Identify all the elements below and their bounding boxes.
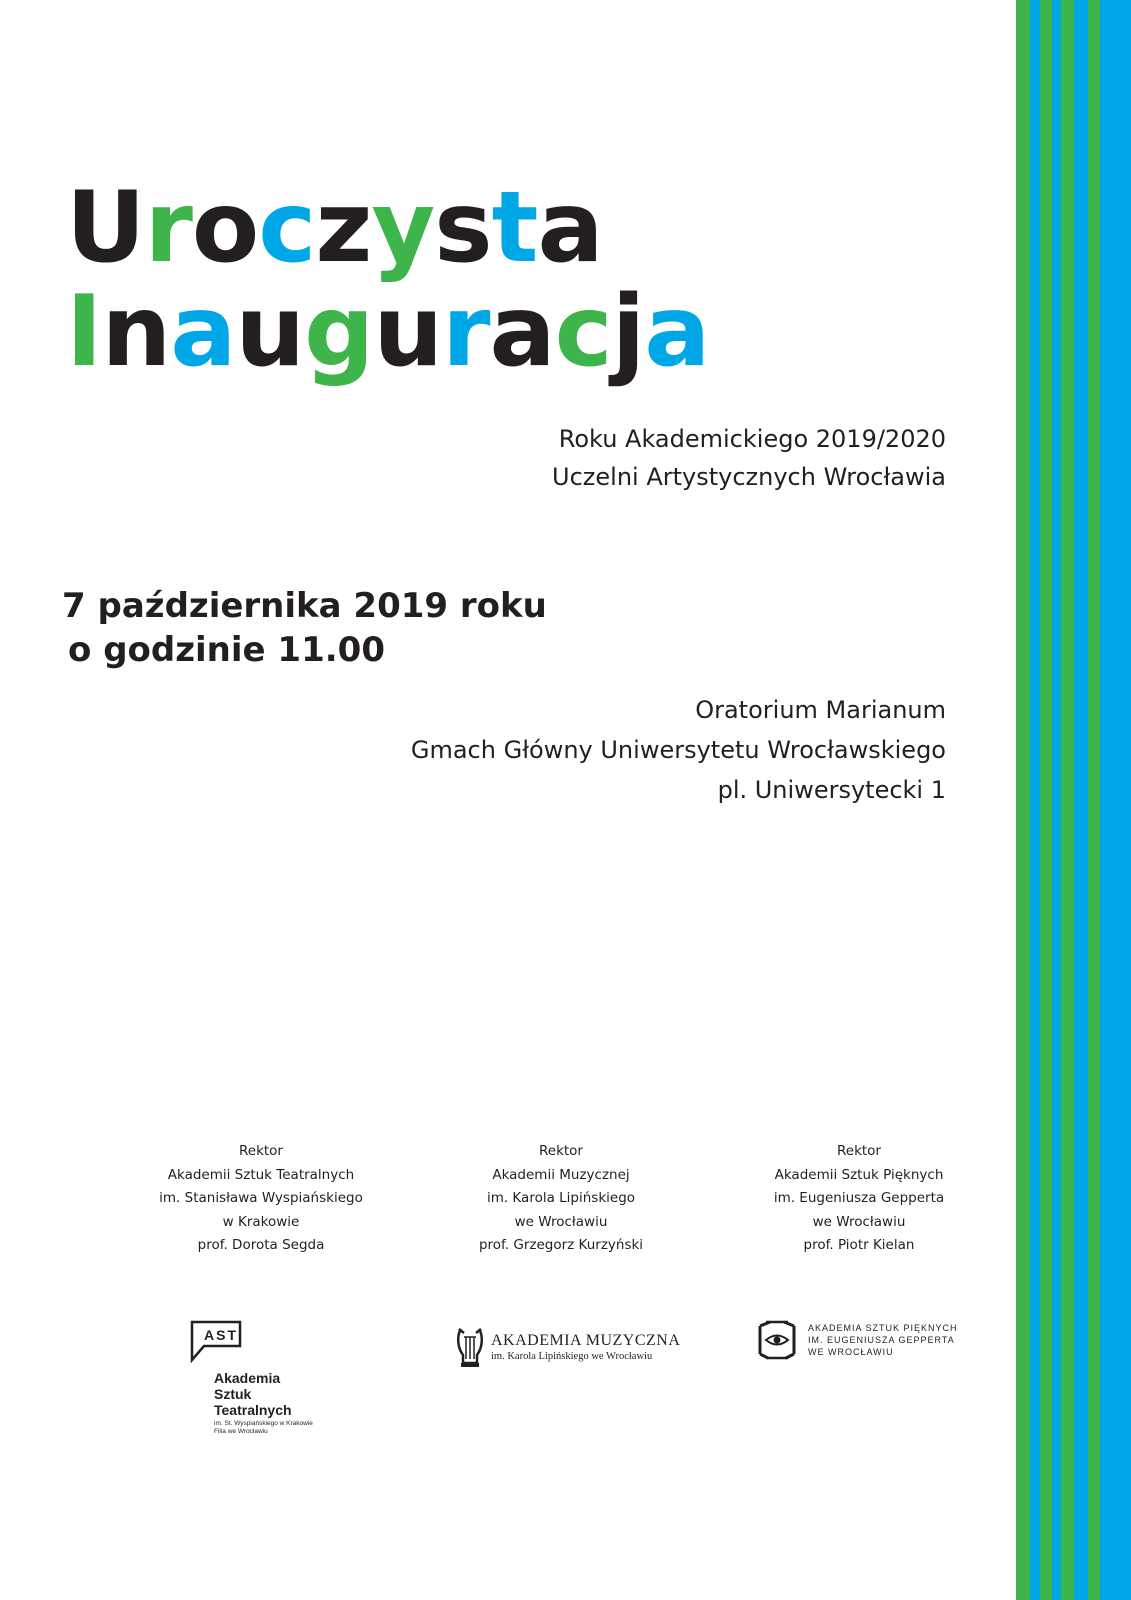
title-letter: c bbox=[258, 171, 316, 285]
asp-text-line: IM. EUGENIUSZA GEPPERTA bbox=[808, 1335, 955, 1345]
title-letter: n bbox=[101, 275, 171, 389]
am-name: AKADEMIA MUZYCZNA bbox=[491, 1331, 681, 1349]
stripe bbox=[1074, 0, 1088, 1600]
page-title bbox=[66, 171, 710, 389]
ast-name-line: Sztuk bbox=[214, 1386, 252, 1402]
ast-name-line: Teatralnych bbox=[214, 1402, 292, 1418]
asp-text-line: AKADEMIA SZTUK PIĘKNYCH bbox=[808, 1323, 958, 1333]
ast-subtitle bbox=[214, 1420, 350, 1436]
title-letter: r bbox=[144, 171, 192, 285]
event-date: 7 października 2019 roku bbox=[62, 586, 547, 626]
venue-building: Gmach Główny Uniwersytetu Wrocławskiego bbox=[410, 736, 946, 764]
rector-city: w Krakowie bbox=[222, 1213, 300, 1230]
title-letter: z bbox=[315, 171, 372, 285]
lyre-icon bbox=[455, 1325, 485, 1369]
title-line-2 bbox=[66, 275, 710, 389]
stripe bbox=[1030, 0, 1040, 1600]
rector-institution: Akademii Sztuk Teatralnych bbox=[167, 1166, 355, 1183]
ast-logo bbox=[190, 1320, 350, 1436]
event-time: o godzinie 11.00 bbox=[68, 630, 385, 670]
title-letter: u bbox=[235, 275, 305, 389]
ast-mark-icon bbox=[190, 1320, 250, 1364]
title-letter: s bbox=[434, 171, 492, 285]
title-letter: o bbox=[191, 171, 259, 285]
title-line-1 bbox=[66, 171, 709, 285]
rector-role: Rektor bbox=[836, 1143, 881, 1159]
stripe bbox=[1100, 0, 1131, 1600]
rector-person: prof. Grzegorz Kurzyński bbox=[478, 1237, 644, 1253]
rector-city: we Wrocławiu bbox=[514, 1213, 608, 1230]
title-letter: a bbox=[644, 275, 710, 389]
ast-sub-line: im. St. Wyspiańskiego w Krakowie bbox=[214, 1420, 313, 1427]
title-letter: I bbox=[66, 275, 102, 389]
ast-sub-line: Filia we Wrocławiu bbox=[214, 1428, 268, 1435]
title-letter: y bbox=[371, 171, 435, 285]
event-venue bbox=[411, 690, 946, 810]
subtitle bbox=[552, 420, 946, 496]
title-letter: j bbox=[611, 275, 645, 389]
rector-patron: im. Stanisława Wyspiańskiego bbox=[159, 1190, 363, 1206]
title-letter: a bbox=[489, 275, 555, 389]
ast-mark-text: AST bbox=[204, 1327, 238, 1343]
rector-ast bbox=[111, 1140, 411, 1258]
rector-patron: im. Eugeniusza Gepperta bbox=[773, 1190, 945, 1206]
venue-name: Oratorium Marianum bbox=[695, 696, 946, 724]
subtitle-academic-year: Roku Akademickiego 2019/2020 bbox=[558, 425, 946, 453]
title-letter: a bbox=[537, 171, 603, 285]
rector-role: Rektor bbox=[238, 1143, 283, 1159]
title-letter: U bbox=[66, 171, 145, 285]
venue-address: pl. Uniwersytecki 1 bbox=[717, 776, 946, 804]
stripe bbox=[1016, 0, 1030, 1600]
rector-institution: Akademii Sztuk Pięknych bbox=[774, 1166, 944, 1183]
title-letter: r bbox=[442, 275, 490, 389]
ast-name bbox=[214, 1370, 350, 1418]
asp-logo bbox=[756, 1318, 958, 1362]
rector-am bbox=[411, 1140, 711, 1258]
subtitle-universities: Uczelni Artystycznych Wrocławia bbox=[552, 463, 946, 491]
rector-role: Rektor bbox=[538, 1143, 583, 1159]
am-subtitle: im. Karola Lipińskiego we Wrocławiu bbox=[491, 1350, 653, 1362]
title-letter: u bbox=[373, 275, 443, 389]
event-datetime bbox=[62, 584, 547, 672]
ast-name-line: Akademia bbox=[214, 1370, 281, 1386]
stripe bbox=[1040, 0, 1052, 1600]
rector-asp bbox=[709, 1140, 1009, 1258]
rector-person: prof. Piotr Kielan bbox=[803, 1237, 915, 1253]
title-letter: g bbox=[304, 275, 374, 389]
asp-text-line: WE WROCŁAWIU bbox=[808, 1347, 894, 1357]
am-logo bbox=[455, 1325, 680, 1369]
rector-institution: Akademii Muzycznej bbox=[492, 1166, 630, 1183]
asp-text bbox=[808, 1322, 958, 1358]
rector-person: prof. Dorota Segda bbox=[197, 1237, 325, 1253]
rector-patron: im. Karola Lipińskiego bbox=[486, 1190, 636, 1206]
stripe bbox=[1061, 0, 1074, 1600]
stripe bbox=[1088, 0, 1100, 1600]
rector-city: we Wrocławiu bbox=[812, 1213, 906, 1230]
title-letter: c bbox=[554, 275, 612, 389]
eye-frame-icon bbox=[756, 1318, 798, 1362]
am-text bbox=[491, 1332, 680, 1363]
decorative-stripes bbox=[1016, 0, 1131, 1600]
stripe bbox=[1052, 0, 1061, 1600]
title-letter: t bbox=[491, 171, 538, 285]
title-letter: a bbox=[170, 275, 236, 389]
